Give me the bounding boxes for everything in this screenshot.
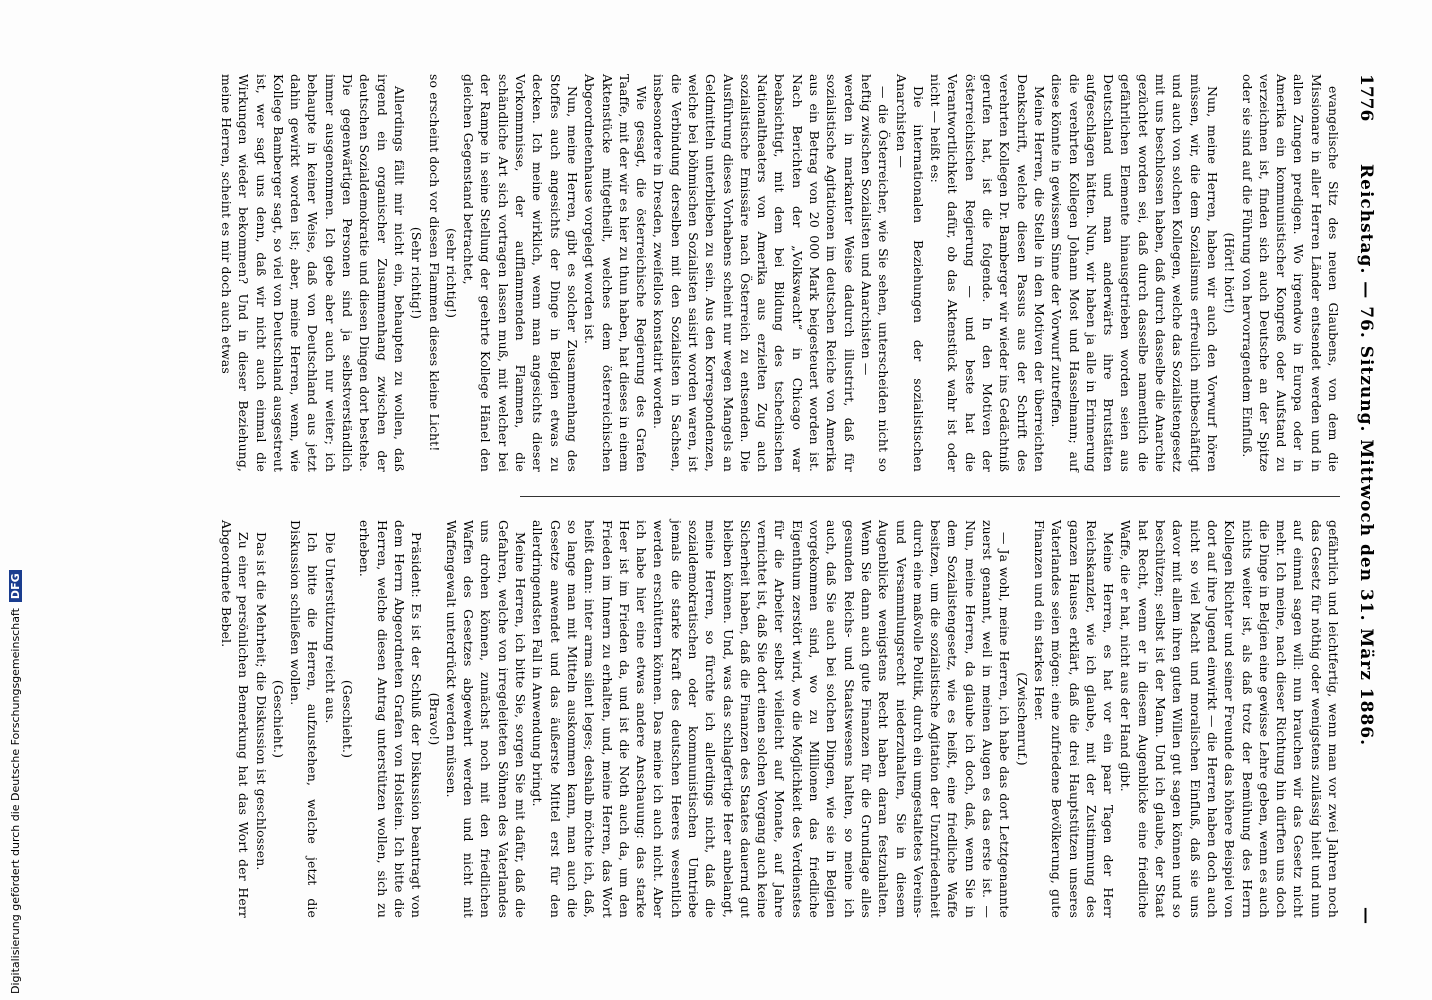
header-dash: — bbox=[1356, 907, 1376, 924]
dfg-logo: DFG bbox=[9, 570, 22, 602]
paragraph: Die Unterstützung reicht aus. bbox=[322, 532, 338, 724]
paragraph: — Ja wohl, meine Herren, ich habe das dort Letztgenannte zuerst genannt, weil in meinen Augen es das erste ist. — Nun, meine Herren, da glaube ich doch, daß, wenn Sie in dem Sozialistengesetz, wie es heißt, eine friedliche Waffe besitzen, um die sozialistische Agitation der Unzufriedenheit durch eine maßvolle Politik, durch ein umgestaltetes Vereins- und Versammlungsrecht niederzuhalten, Sie in diesem Augenblicke wenigstens Recht haben daran festzuhalten. Wenn Sie dann auch gute Finanzen für die Grundlage alles gesunden Reichs- und Staatswesens halten, so meine ich auch, daß Sie auch bei solchen Dingen, wie sie in Belgien vorgekommen sind, wo zu Millionen das friedliche Eigenthum zerstört wird, wo die Möglichkeit des Verdienstes für die Arbeiter selbst vielleicht auf Monate, auf Jahre vernichtet ist, daß Sie dort einen solchen Vorgang auch keine Sicherheit haben, daß die Finanzen des Staates dauernd gut bleiben können. Und, was das schlagfertige Heer anbelangt, meine Herren, so fürchte ich allerdings nicht, daß die sozialdemokratischen oder kommunistischen Umtriebe jemals die starke Kraft des deutschen Heeres wesentlich werden erschüttern können. Das meine ich auch nicht. Aber ich habe hier eine etwas andere Anschauung: das starke Heer ist im Frieden da, und ist die Noth auch da, um den Frieden im Innern zu erhalten, und, meine Herren, das Wort heißt dann: inter arma silent leges; deshalb möchte ich, daß, so lange man mit Mitteln auskommen kann, man auch die Gesetze anwendet und das äußerste Mittel erst für den allerdringendsten Fall in Anwendung bringt. bbox=[530, 520, 1013, 918]
paragraph: Zu einer persönlichen Bemerkung hat das Wort der Herr Abgeordnete Bebel. bbox=[219, 520, 252, 918]
paragraph: Das ist die Mehrheit; die Diskussion ist geschlossen. bbox=[253, 532, 269, 871]
paragraph: — die Österreicher, wie Sie sehen, unterscheiden nicht so heftig zwischen Sozialisten und Anarchisten — bbox=[858, 74, 892, 472]
paragraph: Meine Herren, die Stelle in den Motiven der überreichten Denkschrift, welche diesen Passus aus der Schrift des verehrten Kollegen Dr. Bamberger wir wieder ins Gedächtniß gerufen hat, ist die folgende. In den Motiven der österreichischen Regierung — und beste hat die Verantwortlichkeit dafür, ob das Aktenstück wahr ist oder nicht — heißt es: bbox=[928, 74, 1047, 472]
paragraph: Ich bitte die Herren, aufzustehen, welche jetzt die Diskussion schließen wollen. bbox=[288, 520, 321, 918]
interjection: (Bravo!) bbox=[426, 692, 442, 746]
page-number: 1776 bbox=[1356, 74, 1376, 122]
interjection: (Geschieht.) bbox=[270, 679, 286, 759]
interjection: (Sehr richtig!) bbox=[409, 226, 425, 320]
paragraph: Allerdings fällt mir nicht ein, behaupten zu wollen, daß irgend ein organischer Zusammenhang zwischen der deutschen Sozialdemokratie und diesen Dingen dort bestehe. Die gegenwärtigen Personen sind ja selbstverständlich immer ausgenommen. Ich gebe aber auch nur weiter; ich behaupte in keiner Weise, daß von Deutschland aus jetzt dahin gewirkt worden ist; aber, meine Herren, wenn, wie Kollege Bamberger sagt, so viel von Deutschland ausgestreut ist, wer sagt uns denn, daß wir nicht auch einmal die Wirkungen wieder bekommen? Und in dieser Beziehung, meine Herren, scheint es mir doch auch etwas bbox=[219, 74, 407, 472]
quote-body: werden in markanter Weise dadurch illustrirt, daß für sozialistische Agitationen im deutschen Reiche von Amerika aus ein Betrag von 20 000 Mark beigesteuert worden ist. Nach Berichten der „Volkswacht“ in Chicago war beabsichtigt, mit dem bei Bildung des tschechischen Nationaltheaters von Amerika aus erzielten Zug auch sozialistische Emissäre nach Österreich zu entsenden. Die Ausführung dieses Vorhabens scheint nur wegen Mangels an Geldmitteln unterblieben zu sein. Aus den Korrespondenzen, welche bei böhmischen Sozialisten saisirt worden waren, ist die Verbindung derselben mit den Sozialisten in Sachsen, insbesondere in Dresden, zweifellos konstatirt worden. bbox=[651, 74, 857, 472]
funding-note bbox=[9, 570, 22, 994]
interjection: (Hört! hört!) bbox=[1222, 232, 1238, 314]
funding-text: Digitalisierung gefördert durch die Deutsche Forschungsgemeinschaft bbox=[9, 608, 22, 994]
rotated-page-content bbox=[86, 74, 1376, 924]
paragraph: Nun, meine Herren, haben wir auch den Vorwurf hören müssen, wir, die dem Sozialismus erfreulich mitbeschäftigt und auch von solchen Kollegen, welche das Sozialistengesetz mit uns beschlossen haben, daß durch dasselbe die Anarchie gezüchtet worden sei, daß durch dasselbe namentlich die gefährlichen Elemente hinausgetrieben worden seien aus Deutschland und man anderwärts ihre Brutstätten aufgeschlagen hätten. Nun, wir haben ja alle in Erinnerung die verehrten Kollegen Johann Most und Hasselmann; auf diese könnte in gewissem Sinne der Vorwurf zutreffen. bbox=[1049, 74, 1220, 472]
interjection: (sehr richtig!) bbox=[443, 227, 459, 319]
paragraph: Nun, meine Herren, gibt es solcher Zusammenhang des Stoffes auch angesichts der Dinge in Belgien etwas zu decken. Ich meine wirklich, wenn man angesichts dieser Vorkommnisse, der aufflammenden Flammen, die schändliche Art sich vortragen lassen muß, mit welcher bei der Rampe in seine Stellung der geehrte Kollege Hänel den gleichen Gegenstand betrachtet, bbox=[461, 74, 580, 472]
page-title: Reichstag. — 76. Sitzung. Mittwoch den 31. März 1886. bbox=[1356, 164, 1376, 747]
right-column bbox=[218, 520, 1342, 918]
paragraph: Wie gesagt, die österreichische Regierung des Grafen Taaffe, mit der wir es hier zu thun haben, hat dieses in einem Aktenstücke mitgetheilt, welches dem österreichischen Abgeordnetenhause vorgelegt worden ist. bbox=[582, 74, 650, 472]
president-statement: Präsident: Es ist der Schluß der Diskussion beantragt von dem Herrn Abgeordneten Grafen von Holstein. Ich bitte die Herren, welche diesen Antrag unterstützen wollen, sich zu erheben. bbox=[357, 520, 425, 918]
quote-heading: Die internationalen Beziehungen der sozialistischen Anarchisten — bbox=[893, 74, 926, 472]
left-column bbox=[218, 74, 1342, 472]
column-divider bbox=[520, 496, 1340, 497]
paragraph: so erscheint doch vor diesen Flammen dieses kleine Licht! bbox=[426, 74, 442, 452]
paragraph: Meine Herren, es hat vor ein paar Tagen der Herr Reichskanzler, wie ich glaube, mit der Zustimmung des ganzen Hauses erklärt, daß die drei Hauptstützen unseres Vaterlandes seien mögen: eine zufriedene Bevölkerung, gute Finanzen und ein starkes Heer. bbox=[1031, 520, 1117, 918]
page-header bbox=[1350, 74, 1376, 924]
paragraph: Meine Herren, ich bitte Sie, sorgen Sie mit dafür, daß die Gefahren, welche von irregeleiteten Söhnen des Vaterlandes uns drohen können, zunächst noch mit den friedlichen Waffen des Gesetzes abgewehrt werden und nicht mit Waffengewalt unterdrückt werden müssen. bbox=[443, 520, 529, 918]
interjection: (Zwischenruf.) bbox=[1014, 672, 1030, 766]
interjection: (Geschieht.) bbox=[340, 679, 356, 759]
paragraph: evangelische Sitz des neuen Glaubens, von dem die Missionare in aller Herren Länder entsendet werden und in allen Zungen predigen. Wo irgendwo in Europa oder in Amerika ein kommunistischer Kongreß oder Aufstand zu verzeichnen ist, finden sich auch Deutsche an der Spitze oder sie sind auf die Führung von hervorragendem Einfluß. bbox=[1239, 74, 1341, 472]
paragraph: gefährlich und leichtfertig, wenn man vor zwei Jahren noch das Gesetz für nöthig oder wenigstens zulässig hielt und nun auf einmal sagen will: nun brauchen wir das Gesetz nicht mehr. Ich meine, nach dieser Richtung hin dürften uns doch die Dinge in Belgien eine gewisse Lehre geben, wenn es auch nichts weiter ist, als daß trotz der Bemühung des Herrn Kollegen Richter und seiner Freunde das höhere Beispiel von dort auf ihre Jugend einwirkt — die Herren haben doch auch nicht so viel Macht und moralischen Einfluß, daß sie uns davor mit allem ihren guten Willen gut sagen können und so beschützen; selbst ist der Mann. Und ich glaube, der Staat hat Recht, wenn er in diesem Augenblicke eine friedliche Waffe, die er hat, nicht aus der Hand gibt. bbox=[1118, 520, 1341, 918]
